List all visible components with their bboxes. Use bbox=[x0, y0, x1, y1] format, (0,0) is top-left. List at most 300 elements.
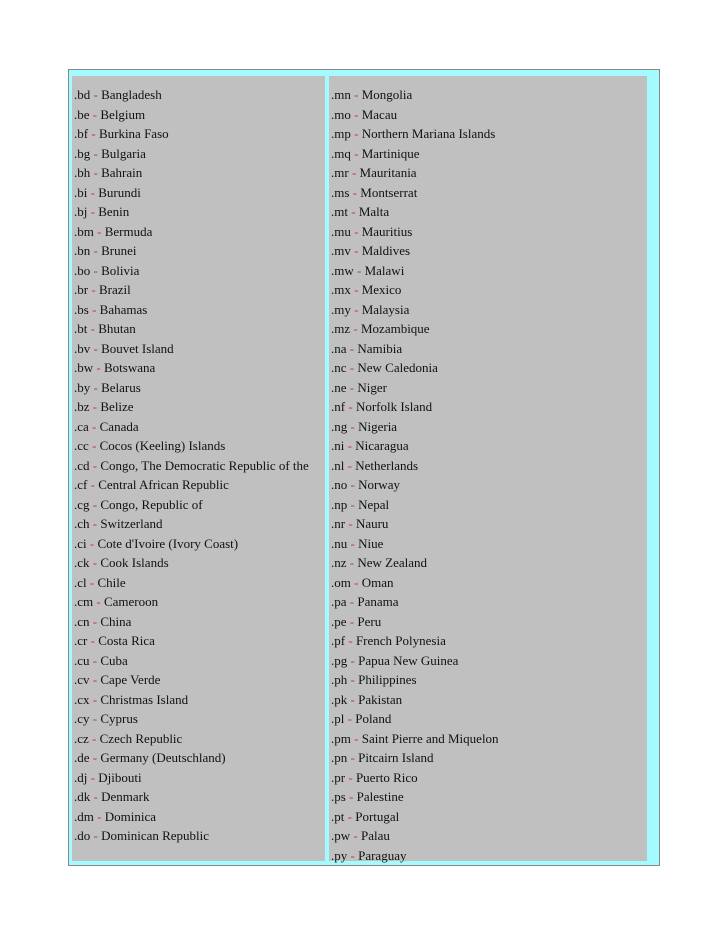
domain-entry bbox=[329, 612, 647, 632]
country-name: Cape Verde bbox=[100, 672, 161, 687]
domain-entry bbox=[329, 553, 647, 573]
country-name: Chile bbox=[97, 574, 126, 590]
domain-entry bbox=[72, 280, 325, 300]
domain-entry bbox=[329, 729, 647, 749]
right-column bbox=[329, 76, 647, 861]
separator-dash: - bbox=[90, 262, 102, 278]
domain-entry bbox=[329, 768, 647, 788]
domain-code: .nz bbox=[331, 555, 347, 570]
separator-dash: - bbox=[87, 204, 99, 219]
country-name: Namibia bbox=[357, 340, 403, 356]
country-name: Nigeria bbox=[358, 418, 398, 434]
domain-code: .cv bbox=[74, 672, 90, 687]
domain-code: .my bbox=[331, 301, 351, 317]
country-name: Bhutan bbox=[98, 321, 136, 336]
separator-dash: - bbox=[344, 808, 356, 824]
separator-dash: - bbox=[350, 282, 362, 297]
separator-dash: - bbox=[88, 730, 100, 746]
domain-entry bbox=[329, 534, 647, 554]
domain-entry bbox=[72, 85, 325, 105]
domain-code: .do bbox=[74, 828, 91, 843]
domain-entry bbox=[72, 612, 325, 632]
domain-entry bbox=[72, 456, 325, 476]
domain-code: .cn bbox=[74, 613, 90, 629]
domain-entry bbox=[329, 144, 647, 164]
domain-code: .nr bbox=[331, 516, 346, 531]
separator-dash: - bbox=[89, 691, 101, 707]
domain-entry bbox=[329, 202, 647, 222]
country-name: Macau bbox=[361, 106, 398, 122]
domain-entry bbox=[329, 670, 647, 690]
separator-dash: - bbox=[93, 360, 104, 375]
domain-code: .cl bbox=[74, 574, 87, 590]
separator-dash: - bbox=[89, 516, 101, 531]
domain-code: .ph bbox=[331, 672, 348, 687]
domain-code: .pn bbox=[331, 750, 348, 765]
domain-code: .bt bbox=[74, 321, 88, 336]
domain-code: .cf bbox=[74, 477, 88, 492]
country-name: Congo, The Democratic Republic of the bbox=[100, 457, 309, 473]
domain-entry bbox=[329, 163, 647, 183]
country-name: Benin bbox=[98, 204, 130, 219]
separator-dash: - bbox=[350, 223, 362, 239]
country-name: Botswana bbox=[103, 360, 156, 375]
separator-dash: - bbox=[93, 594, 104, 609]
domain-code: .mr bbox=[331, 165, 349, 180]
separator-dash: - bbox=[87, 769, 99, 785]
separator-dash: - bbox=[88, 282, 99, 297]
separator-dash: - bbox=[347, 496, 359, 512]
domain-code: .bs bbox=[74, 301, 89, 317]
country-name: Mauritania bbox=[359, 165, 417, 180]
domain-entry bbox=[72, 787, 325, 807]
country-name: Cook Islands bbox=[100, 555, 169, 570]
country-name: Bahrain bbox=[101, 165, 143, 180]
country-name: Costa Rica bbox=[98, 633, 155, 648]
separator-dash: - bbox=[350, 87, 362, 102]
domain-entry bbox=[329, 573, 647, 593]
domain-entry bbox=[72, 768, 325, 788]
separator-dash: - bbox=[345, 399, 356, 414]
country-name: Bangladesh bbox=[101, 87, 162, 102]
domain-entry bbox=[72, 436, 325, 456]
domain-entry bbox=[329, 631, 647, 651]
country-name: Cuba bbox=[100, 652, 128, 668]
domain-entry bbox=[72, 163, 325, 183]
domain-entry bbox=[72, 202, 325, 222]
country-name: Central African Republic bbox=[98, 477, 229, 492]
domain-code: .pr bbox=[331, 769, 346, 785]
domain-entry bbox=[329, 397, 647, 417]
separator-dash: - bbox=[346, 613, 358, 629]
country-name: Christmas Island bbox=[100, 691, 189, 707]
separator-dash: - bbox=[89, 672, 101, 687]
domain-entry bbox=[72, 553, 325, 573]
domain-entry bbox=[72, 124, 325, 144]
country-name: Pakistan bbox=[358, 691, 403, 707]
separator-dash: - bbox=[86, 535, 98, 551]
country-name: Niue bbox=[358, 535, 384, 551]
country-name: Dominican Republic bbox=[101, 828, 210, 843]
domain-code: .pe bbox=[331, 613, 347, 629]
separator-dash: - bbox=[347, 477, 359, 492]
domain-entry bbox=[72, 183, 325, 203]
domain-code: .pl bbox=[331, 711, 345, 726]
separator-dash: - bbox=[90, 145, 102, 161]
separator-dash: - bbox=[347, 847, 359, 863]
domain-entry bbox=[329, 222, 647, 242]
domain-entry bbox=[329, 807, 647, 827]
country-name: Poland bbox=[355, 711, 392, 726]
domain-code: .bm bbox=[74, 223, 94, 239]
domain-code: .py bbox=[331, 847, 348, 863]
domain-entry bbox=[329, 300, 647, 320]
country-name: Belarus bbox=[101, 379, 141, 395]
country-name: Brunei bbox=[101, 243, 137, 258]
domain-entry bbox=[72, 261, 325, 281]
country-name: Northern Mariana Islands bbox=[361, 126, 496, 141]
country-name: Bahamas bbox=[99, 301, 148, 317]
country-name: Papua New Guinea bbox=[358, 652, 459, 668]
domain-entry bbox=[72, 670, 325, 690]
separator-dash: - bbox=[87, 321, 99, 336]
separator-dash: - bbox=[89, 555, 101, 570]
country-name: Bolivia bbox=[101, 262, 140, 278]
country-name: Malawi bbox=[364, 262, 405, 278]
separator-dash: - bbox=[89, 457, 101, 473]
separator-dash: - bbox=[350, 145, 362, 161]
country-name: Nauru bbox=[355, 516, 389, 531]
domain-code: .cc bbox=[74, 438, 89, 453]
domain-code: .pm bbox=[331, 730, 351, 746]
domain-code: .mv bbox=[331, 243, 351, 258]
domain-entry bbox=[329, 183, 647, 203]
country-name: Canada bbox=[99, 418, 139, 434]
country-name: Mauritius bbox=[361, 223, 413, 239]
domain-entry bbox=[329, 358, 647, 378]
country-name: Palestine bbox=[356, 789, 404, 804]
domain-entry bbox=[72, 397, 325, 417]
separator-dash: - bbox=[353, 262, 365, 278]
domain-entry bbox=[329, 319, 647, 339]
domain-entry bbox=[329, 651, 647, 671]
separator-dash: - bbox=[347, 418, 359, 434]
country-name: Montserrat bbox=[360, 184, 418, 200]
country-name: Norway bbox=[358, 477, 400, 492]
country-name: Germany (Deutschland) bbox=[100, 750, 226, 765]
domain-entry bbox=[72, 709, 325, 729]
domain-code: .nf bbox=[331, 399, 346, 414]
domain-code: .nu bbox=[331, 535, 348, 551]
separator-dash: - bbox=[350, 126, 362, 141]
separator-dash: - bbox=[90, 165, 102, 180]
country-name: Belize bbox=[100, 399, 134, 414]
domain-entry bbox=[329, 846, 647, 866]
domain-code: .no bbox=[331, 477, 348, 492]
domain-entry bbox=[72, 378, 325, 398]
domain-entry bbox=[72, 222, 325, 242]
domain-code: .bj bbox=[74, 204, 88, 219]
domain-entry bbox=[329, 241, 647, 261]
domain-entry bbox=[72, 807, 325, 827]
domain-code: .ps bbox=[331, 789, 346, 804]
country-name: Saint Pierre and Miquelon bbox=[361, 730, 499, 746]
country-name: Paraguay bbox=[358, 847, 407, 863]
domain-entry bbox=[329, 417, 647, 437]
domain-entry bbox=[72, 358, 325, 378]
domain-code: .ci bbox=[74, 535, 87, 551]
country-name: Nicaragua bbox=[355, 438, 409, 453]
country-name: Congo, Republic of bbox=[100, 496, 203, 512]
domain-code: .be bbox=[74, 106, 90, 122]
country-name: Cote d'Ivoire (Ivory Coast) bbox=[97, 535, 239, 551]
country-name: Cocos (Keeling) Islands bbox=[99, 438, 226, 453]
separator-dash: - bbox=[348, 165, 360, 180]
domain-code: .pa bbox=[331, 594, 347, 609]
separator-dash: - bbox=[88, 438, 100, 453]
domain-entry bbox=[329, 124, 647, 144]
country-name: Czech Republic bbox=[99, 730, 183, 746]
separator-dash: - bbox=[87, 633, 99, 648]
separator-dash: - bbox=[93, 223, 105, 239]
country-name: Cyprus bbox=[100, 711, 138, 726]
separator-dash: - bbox=[345, 516, 356, 531]
separator-dash: - bbox=[88, 418, 100, 434]
domain-code: .ni bbox=[331, 438, 345, 453]
domain-entry bbox=[72, 534, 325, 554]
domain-code: .pt bbox=[331, 808, 345, 824]
domain-entry bbox=[72, 319, 325, 339]
domain-entry bbox=[329, 592, 647, 612]
domain-code: .cm bbox=[74, 594, 94, 609]
separator-dash: - bbox=[347, 691, 359, 707]
separator-dash: - bbox=[346, 340, 358, 356]
domain-entry bbox=[329, 514, 647, 534]
country-name: Burundi bbox=[98, 184, 141, 200]
separator-dash: - bbox=[350, 243, 362, 258]
country-name: Oman bbox=[361, 574, 394, 590]
country-name: Nepal bbox=[358, 496, 390, 512]
domain-entry bbox=[329, 85, 647, 105]
domain-code: .bg bbox=[74, 145, 91, 161]
domain-entry bbox=[329, 690, 647, 710]
country-name: Netherlands bbox=[355, 457, 419, 473]
domain-code: .pf bbox=[331, 633, 346, 648]
separator-dash: - bbox=[89, 711, 101, 726]
domain-entry bbox=[72, 592, 325, 612]
domain-code: .cx bbox=[74, 691, 90, 707]
separator-dash: - bbox=[347, 750, 359, 765]
domain-code: .cz bbox=[74, 730, 89, 746]
domain-entry bbox=[72, 339, 325, 359]
domain-code: .bf bbox=[74, 126, 89, 141]
domain-code: .mp bbox=[331, 126, 351, 141]
separator-dash: - bbox=[347, 672, 359, 687]
separator-dash: - bbox=[90, 243, 102, 258]
domain-code: .bw bbox=[74, 360, 94, 375]
country-name: Burkina Faso bbox=[98, 126, 169, 141]
separator-dash: - bbox=[349, 184, 361, 200]
separator-dash: - bbox=[89, 106, 101, 122]
domain-code: .mo bbox=[331, 106, 351, 122]
separator-dash: - bbox=[93, 808, 105, 824]
separator-dash: - bbox=[344, 711, 356, 726]
domain-entry bbox=[329, 456, 647, 476]
separator-dash: - bbox=[89, 613, 101, 629]
domain-entry bbox=[329, 436, 647, 456]
domain-code: .ch bbox=[74, 516, 90, 531]
domain-entry bbox=[329, 787, 647, 807]
country-name: Mongolia bbox=[361, 87, 413, 102]
domain-entry bbox=[72, 417, 325, 437]
country-name: Denmark bbox=[101, 789, 150, 804]
separator-dash: - bbox=[88, 301, 100, 317]
domain-code: .np bbox=[331, 496, 348, 512]
domain-code: .bo bbox=[74, 262, 91, 278]
domain-code: .cy bbox=[74, 711, 90, 726]
domain-code: .mx bbox=[331, 282, 351, 297]
domain-entry bbox=[72, 573, 325, 593]
domain-entry bbox=[329, 261, 647, 281]
domain-code: .bn bbox=[74, 243, 91, 258]
country-name: Panama bbox=[357, 594, 399, 609]
country-name: Mozambique bbox=[360, 321, 430, 336]
separator-dash: - bbox=[350, 321, 361, 336]
domain-code: .mn bbox=[331, 87, 351, 102]
domain-code: .ca bbox=[74, 418, 89, 434]
domain-code: .cg bbox=[74, 496, 90, 512]
domain-entry bbox=[72, 144, 325, 164]
domain-code: .cu bbox=[74, 652, 90, 668]
country-name: Bouvet Island bbox=[101, 340, 174, 356]
domain-code: .bz bbox=[74, 399, 90, 414]
domain-entry bbox=[72, 651, 325, 671]
domain-code: .nl bbox=[331, 457, 345, 473]
domain-code: .bi bbox=[74, 184, 88, 200]
domain-code: .dm bbox=[74, 808, 94, 824]
domain-entry bbox=[329, 748, 647, 768]
domain-entry bbox=[72, 475, 325, 495]
domain-code: .mu bbox=[331, 223, 351, 239]
domain-code: .ng bbox=[331, 418, 348, 434]
domain-code: .bh bbox=[74, 165, 91, 180]
domain-code: .ck bbox=[74, 555, 90, 570]
separator-dash: - bbox=[345, 789, 357, 804]
country-name: Norfolk Island bbox=[355, 399, 433, 414]
country-name: Puerto Rico bbox=[355, 769, 418, 785]
country-name: Martinique bbox=[361, 145, 420, 161]
domain-code: .pg bbox=[331, 652, 348, 668]
domain-code: .cd bbox=[74, 457, 90, 473]
country-name: Mexico bbox=[361, 282, 402, 297]
separator-dash: - bbox=[350, 106, 362, 122]
separator-dash: - bbox=[350, 574, 362, 590]
domain-code: .na bbox=[331, 340, 347, 356]
domain-entry bbox=[72, 495, 325, 515]
domain-code: .dj bbox=[74, 769, 88, 785]
domain-code: .dk bbox=[74, 789, 91, 804]
separator-dash: - bbox=[347, 204, 359, 219]
country-code-table bbox=[68, 69, 660, 866]
separator-dash: - bbox=[90, 379, 102, 395]
domain-entry bbox=[72, 241, 325, 261]
separator-dash: - bbox=[86, 574, 98, 590]
country-name: Palau bbox=[360, 828, 390, 843]
separator-dash: - bbox=[90, 87, 102, 102]
separator-dash: - bbox=[346, 594, 358, 609]
domain-code: .om bbox=[331, 574, 351, 590]
country-name: Philippines bbox=[358, 672, 417, 687]
domain-code: .br bbox=[74, 282, 89, 297]
separator-dash: - bbox=[350, 301, 362, 317]
domain-code: .ne bbox=[331, 379, 347, 395]
separator-dash: - bbox=[345, 633, 356, 648]
separator-dash: - bbox=[90, 789, 102, 804]
domain-entry bbox=[329, 826, 647, 846]
country-name: Belgium bbox=[100, 106, 146, 122]
country-name: Cameroon bbox=[103, 594, 159, 609]
separator-dash: - bbox=[350, 828, 361, 843]
separator-dash: - bbox=[90, 828, 102, 843]
domain-entry bbox=[329, 105, 647, 125]
separator-dash: - bbox=[344, 438, 356, 453]
domain-entry bbox=[72, 300, 325, 320]
domain-code: .bd bbox=[74, 87, 91, 102]
domain-code: .cr bbox=[74, 633, 88, 648]
domain-code: .nc bbox=[331, 360, 347, 375]
domain-entry bbox=[72, 105, 325, 125]
separator-dash: - bbox=[89, 652, 101, 668]
country-name: New Zealand bbox=[357, 555, 428, 570]
domain-code: .mw bbox=[331, 262, 354, 278]
country-name: China bbox=[100, 613, 132, 629]
separator-dash: - bbox=[89, 750, 101, 765]
left-column bbox=[72, 76, 325, 861]
separator-dash: - bbox=[89, 399, 101, 414]
domain-entry bbox=[329, 378, 647, 398]
domain-code: .mq bbox=[331, 145, 351, 161]
separator-dash: - bbox=[90, 340, 102, 356]
domain-entry bbox=[329, 280, 647, 300]
separator-dash: - bbox=[344, 457, 356, 473]
separator-dash: - bbox=[87, 477, 99, 492]
domain-code: .de bbox=[74, 750, 90, 765]
country-name: Malta bbox=[358, 204, 390, 219]
domain-entry bbox=[72, 826, 325, 846]
country-name: New Caledonia bbox=[357, 360, 438, 375]
domain-entry bbox=[329, 495, 647, 515]
separator-dash: - bbox=[346, 379, 358, 395]
domain-code: .ms bbox=[331, 184, 350, 200]
domain-entry bbox=[72, 729, 325, 749]
domain-code: .pw bbox=[331, 828, 351, 843]
domain-entry bbox=[72, 514, 325, 534]
separator-dash: - bbox=[346, 360, 358, 375]
country-name: Dominica bbox=[104, 808, 156, 824]
domain-entry bbox=[329, 339, 647, 359]
country-name: Niger bbox=[357, 379, 387, 395]
separator-dash: - bbox=[87, 184, 99, 200]
country-name: Peru bbox=[357, 613, 382, 629]
country-name: Pitcairn Island bbox=[358, 750, 434, 765]
country-name: Bermuda bbox=[104, 223, 153, 239]
domain-entry bbox=[72, 690, 325, 710]
domain-entry bbox=[72, 748, 325, 768]
domain-code: .bv bbox=[74, 340, 91, 356]
country-name: Malaysia bbox=[361, 301, 410, 317]
country-name: Bulgaria bbox=[101, 145, 146, 161]
separator-dash: - bbox=[347, 535, 359, 551]
